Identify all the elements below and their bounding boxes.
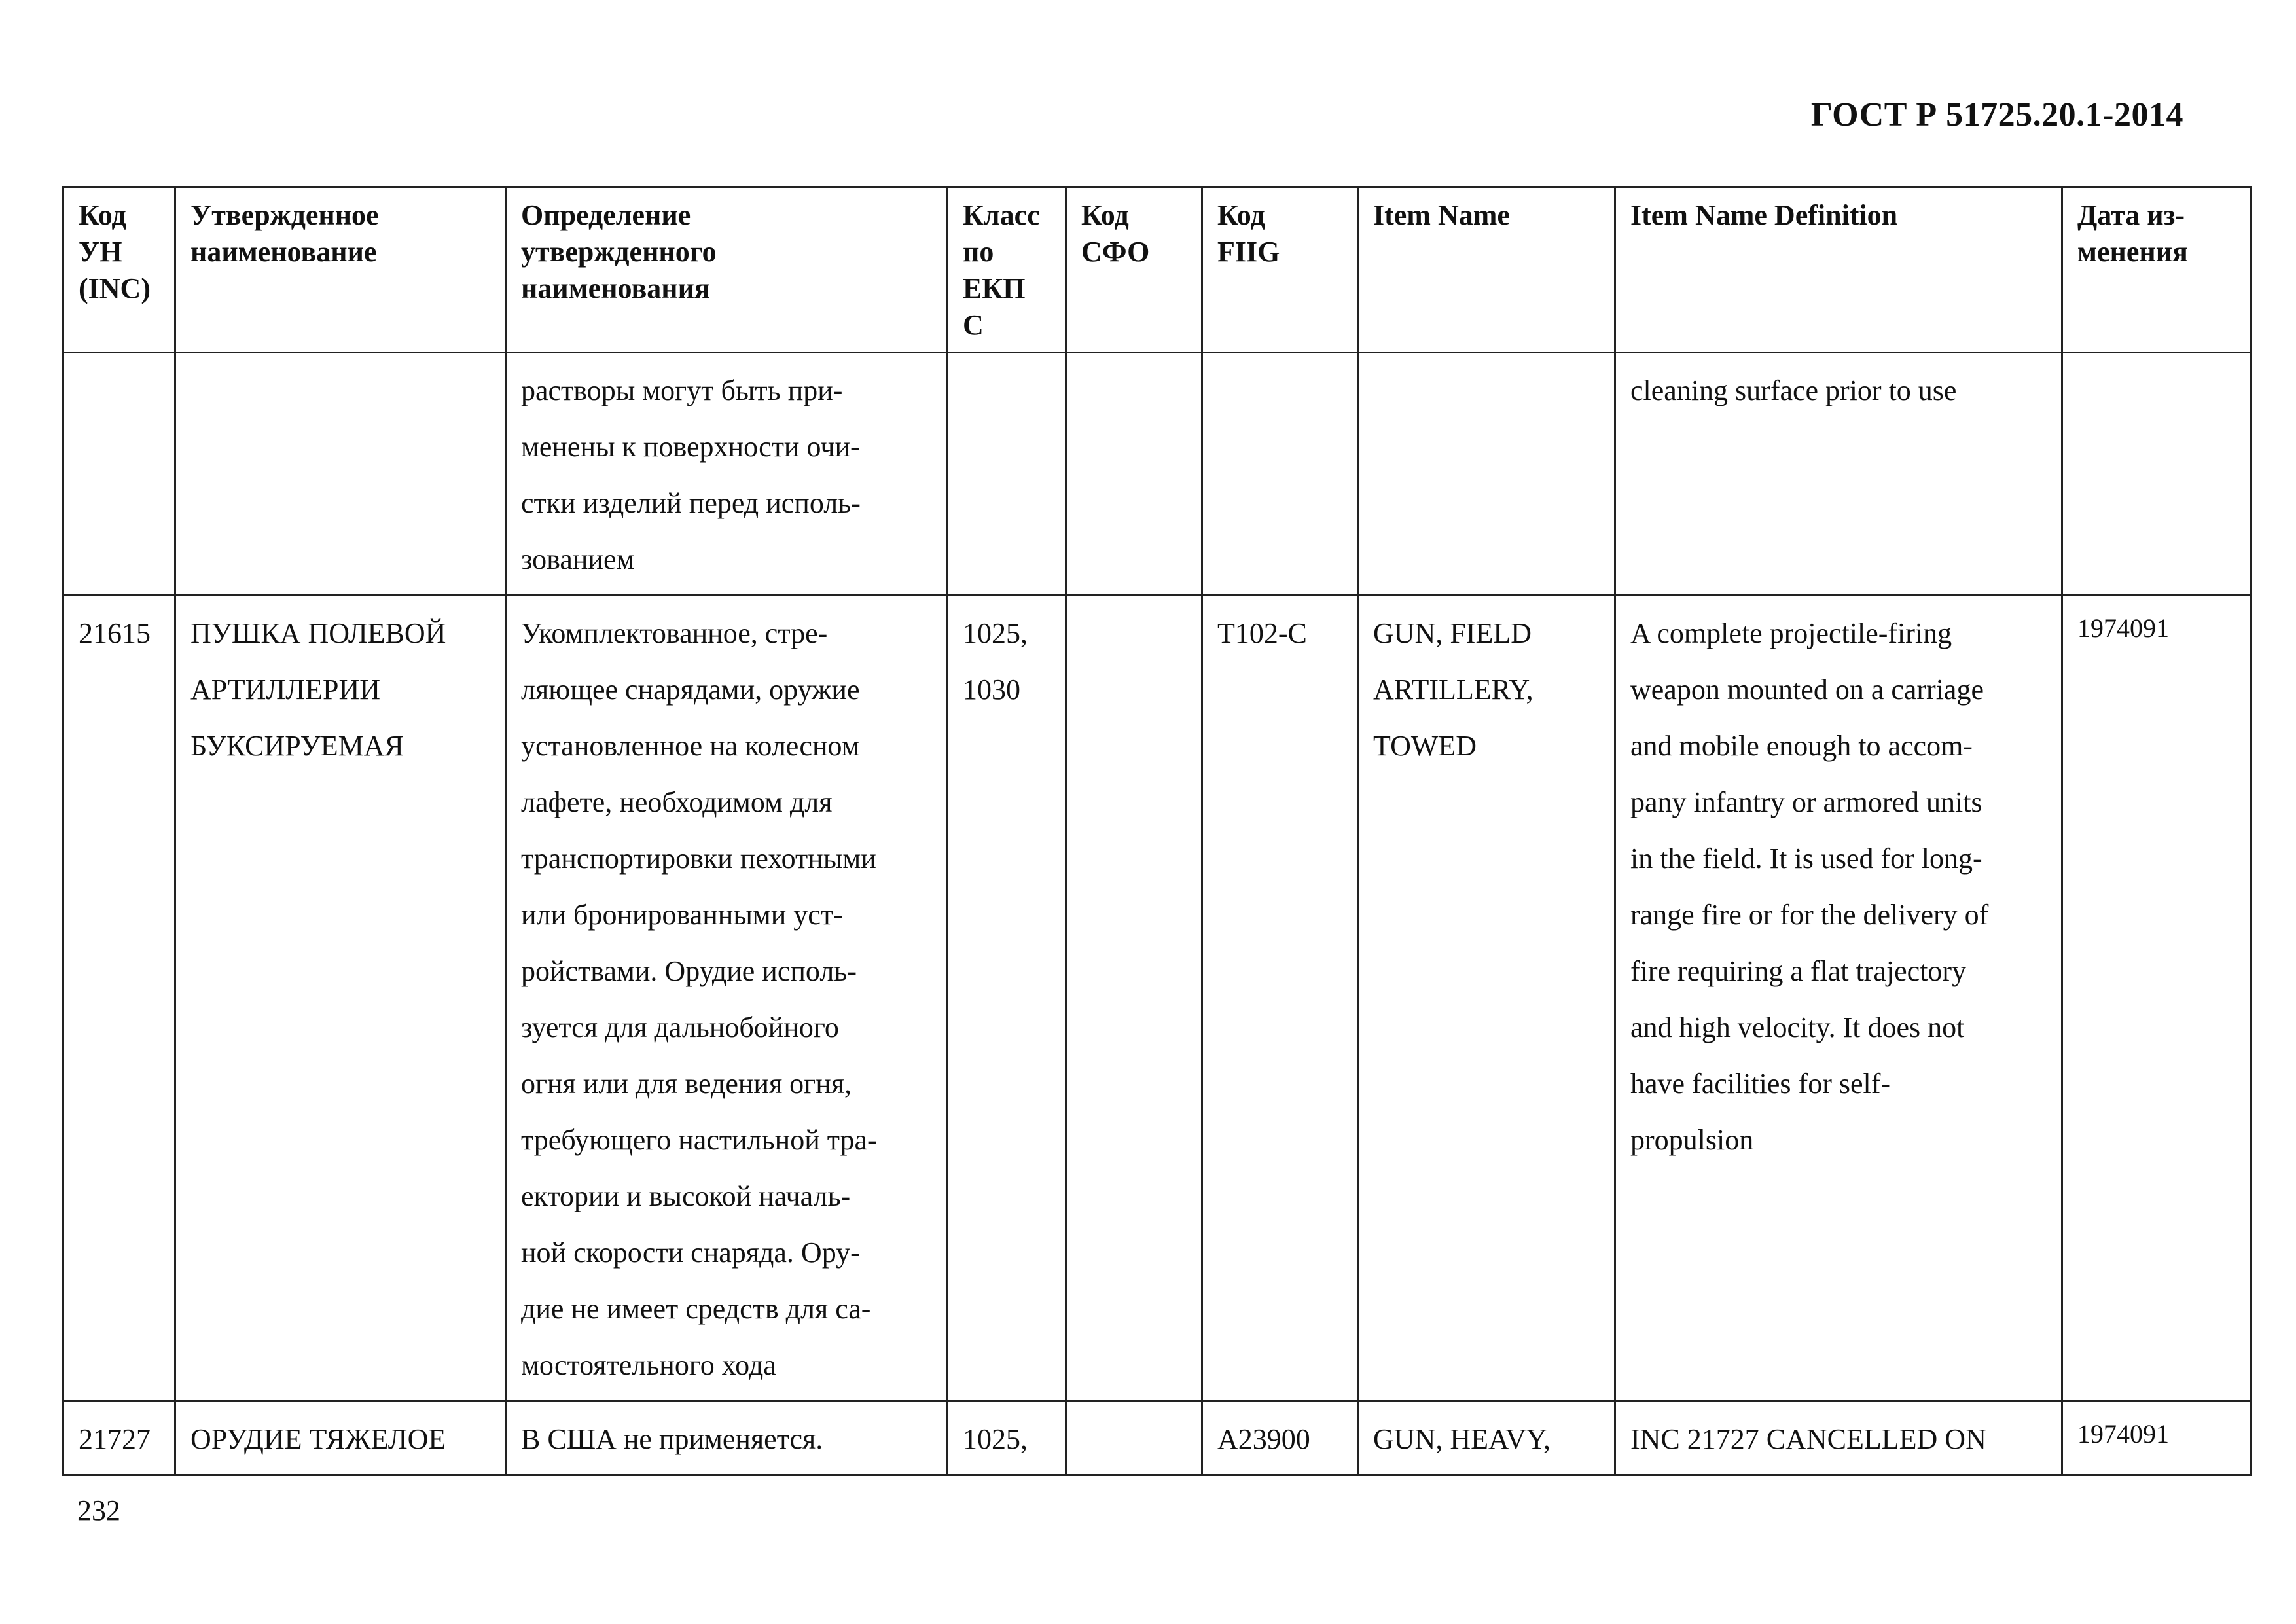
cell-class: 1025, 1030 <box>948 596 1066 1401</box>
cell-sfo-code <box>1066 1401 1202 1475</box>
column-header-approved-name: Утвержденное наименование <box>175 187 506 353</box>
column-header-sfo-code: Код СФО <box>1066 187 1202 353</box>
column-header-class: Класс по ЕКП С <box>948 187 1066 353</box>
column-header-inc: Код УН (INC) <box>63 187 175 353</box>
cell-item-name-definition: A complete projectile-firing weapon mounted on a carriage and mobile enough to accom- pany infantry or armored units in the field. It is used for long- range fire or for the delivery of fire requiring a flat trajectory and high velocity. It does not have facilities for self- propulsion <box>1615 596 2062 1401</box>
cell-item-name-definition: cleaning surface prior to use <box>1615 353 2062 596</box>
cell-item-name: GUN, FIELD ARTILLERY, TOWED <box>1358 596 1615 1401</box>
cell-sfo-code <box>1066 596 1202 1401</box>
table-row <box>63 353 2251 596</box>
table-header-row <box>63 187 2251 353</box>
cell-change-date <box>2062 353 2251 596</box>
cell-name-definition: В США не применяется. <box>506 1401 948 1475</box>
cell-inc <box>63 353 175 596</box>
column-header-change-date: Дата из- менения <box>2062 187 2251 353</box>
column-header-fiig-code: Код FIIG <box>1202 187 1358 353</box>
cell-item-name-definition: INC 21727 CANCELLED ON <box>1615 1401 2062 1475</box>
page-number: 232 <box>77 1494 120 1526</box>
cell-fiig-code: T102-C <box>1202 596 1358 1401</box>
cell-change-date: 1974091 <box>2062 1401 2251 1475</box>
cell-inc: 21727 <box>63 1401 175 1475</box>
cell-change-date: 1974091 <box>2062 596 2251 1401</box>
cell-sfo-code <box>1066 353 1202 596</box>
column-header-name-definition: Определение утвержденного наименования <box>506 187 948 353</box>
cell-class <box>948 353 1066 596</box>
cell-item-name: GUN, HEAVY, <box>1358 1401 1615 1475</box>
cell-name-definition: Укомплектованное, стре- ляющее снарядами, оружие установленное на колесном лафете, необходимом для транспортировки пехотными или бронированными уст- ройствами. Орудие исполь- зуется для дальнобойного огня или для ведения огня, требующего настильной тра- ектории и высокой началь- ной скорости снаряда. Ору- дие не имеет средств для са- мостоятельного хода <box>506 596 948 1401</box>
table-row <box>63 1401 2251 1475</box>
cell-fiig-code <box>1202 353 1358 596</box>
cell-class: 1025, <box>948 1401 1066 1475</box>
cell-inc: 21615 <box>63 596 175 1401</box>
cell-approved-name <box>175 353 506 596</box>
cell-fiig-code: A23900 <box>1202 1401 1358 1475</box>
nomenclature-table <box>62 186 2252 1476</box>
cell-item-name <box>1358 353 1615 596</box>
document-code: ГОСТ Р 51725.20.1-2014 <box>1810 96 2183 134</box>
cell-name-definition: растворы могут быть при- менены к поверхности очи- стки изделий перед исполь- зованием <box>506 353 948 596</box>
column-header-item-name: Item Name <box>1358 187 1615 353</box>
cell-approved-name: ПУШКА ПОЛЕВОЙ АРТИЛЛЕРИИ БУКСИРУЕМАЯ <box>175 596 506 1401</box>
cell-approved-name: ОРУДИЕ ТЯЖЕЛОЕ <box>175 1401 506 1475</box>
column-header-item-name-definition: Item Name Definition <box>1615 187 2062 353</box>
table-row <box>63 596 2251 1401</box>
